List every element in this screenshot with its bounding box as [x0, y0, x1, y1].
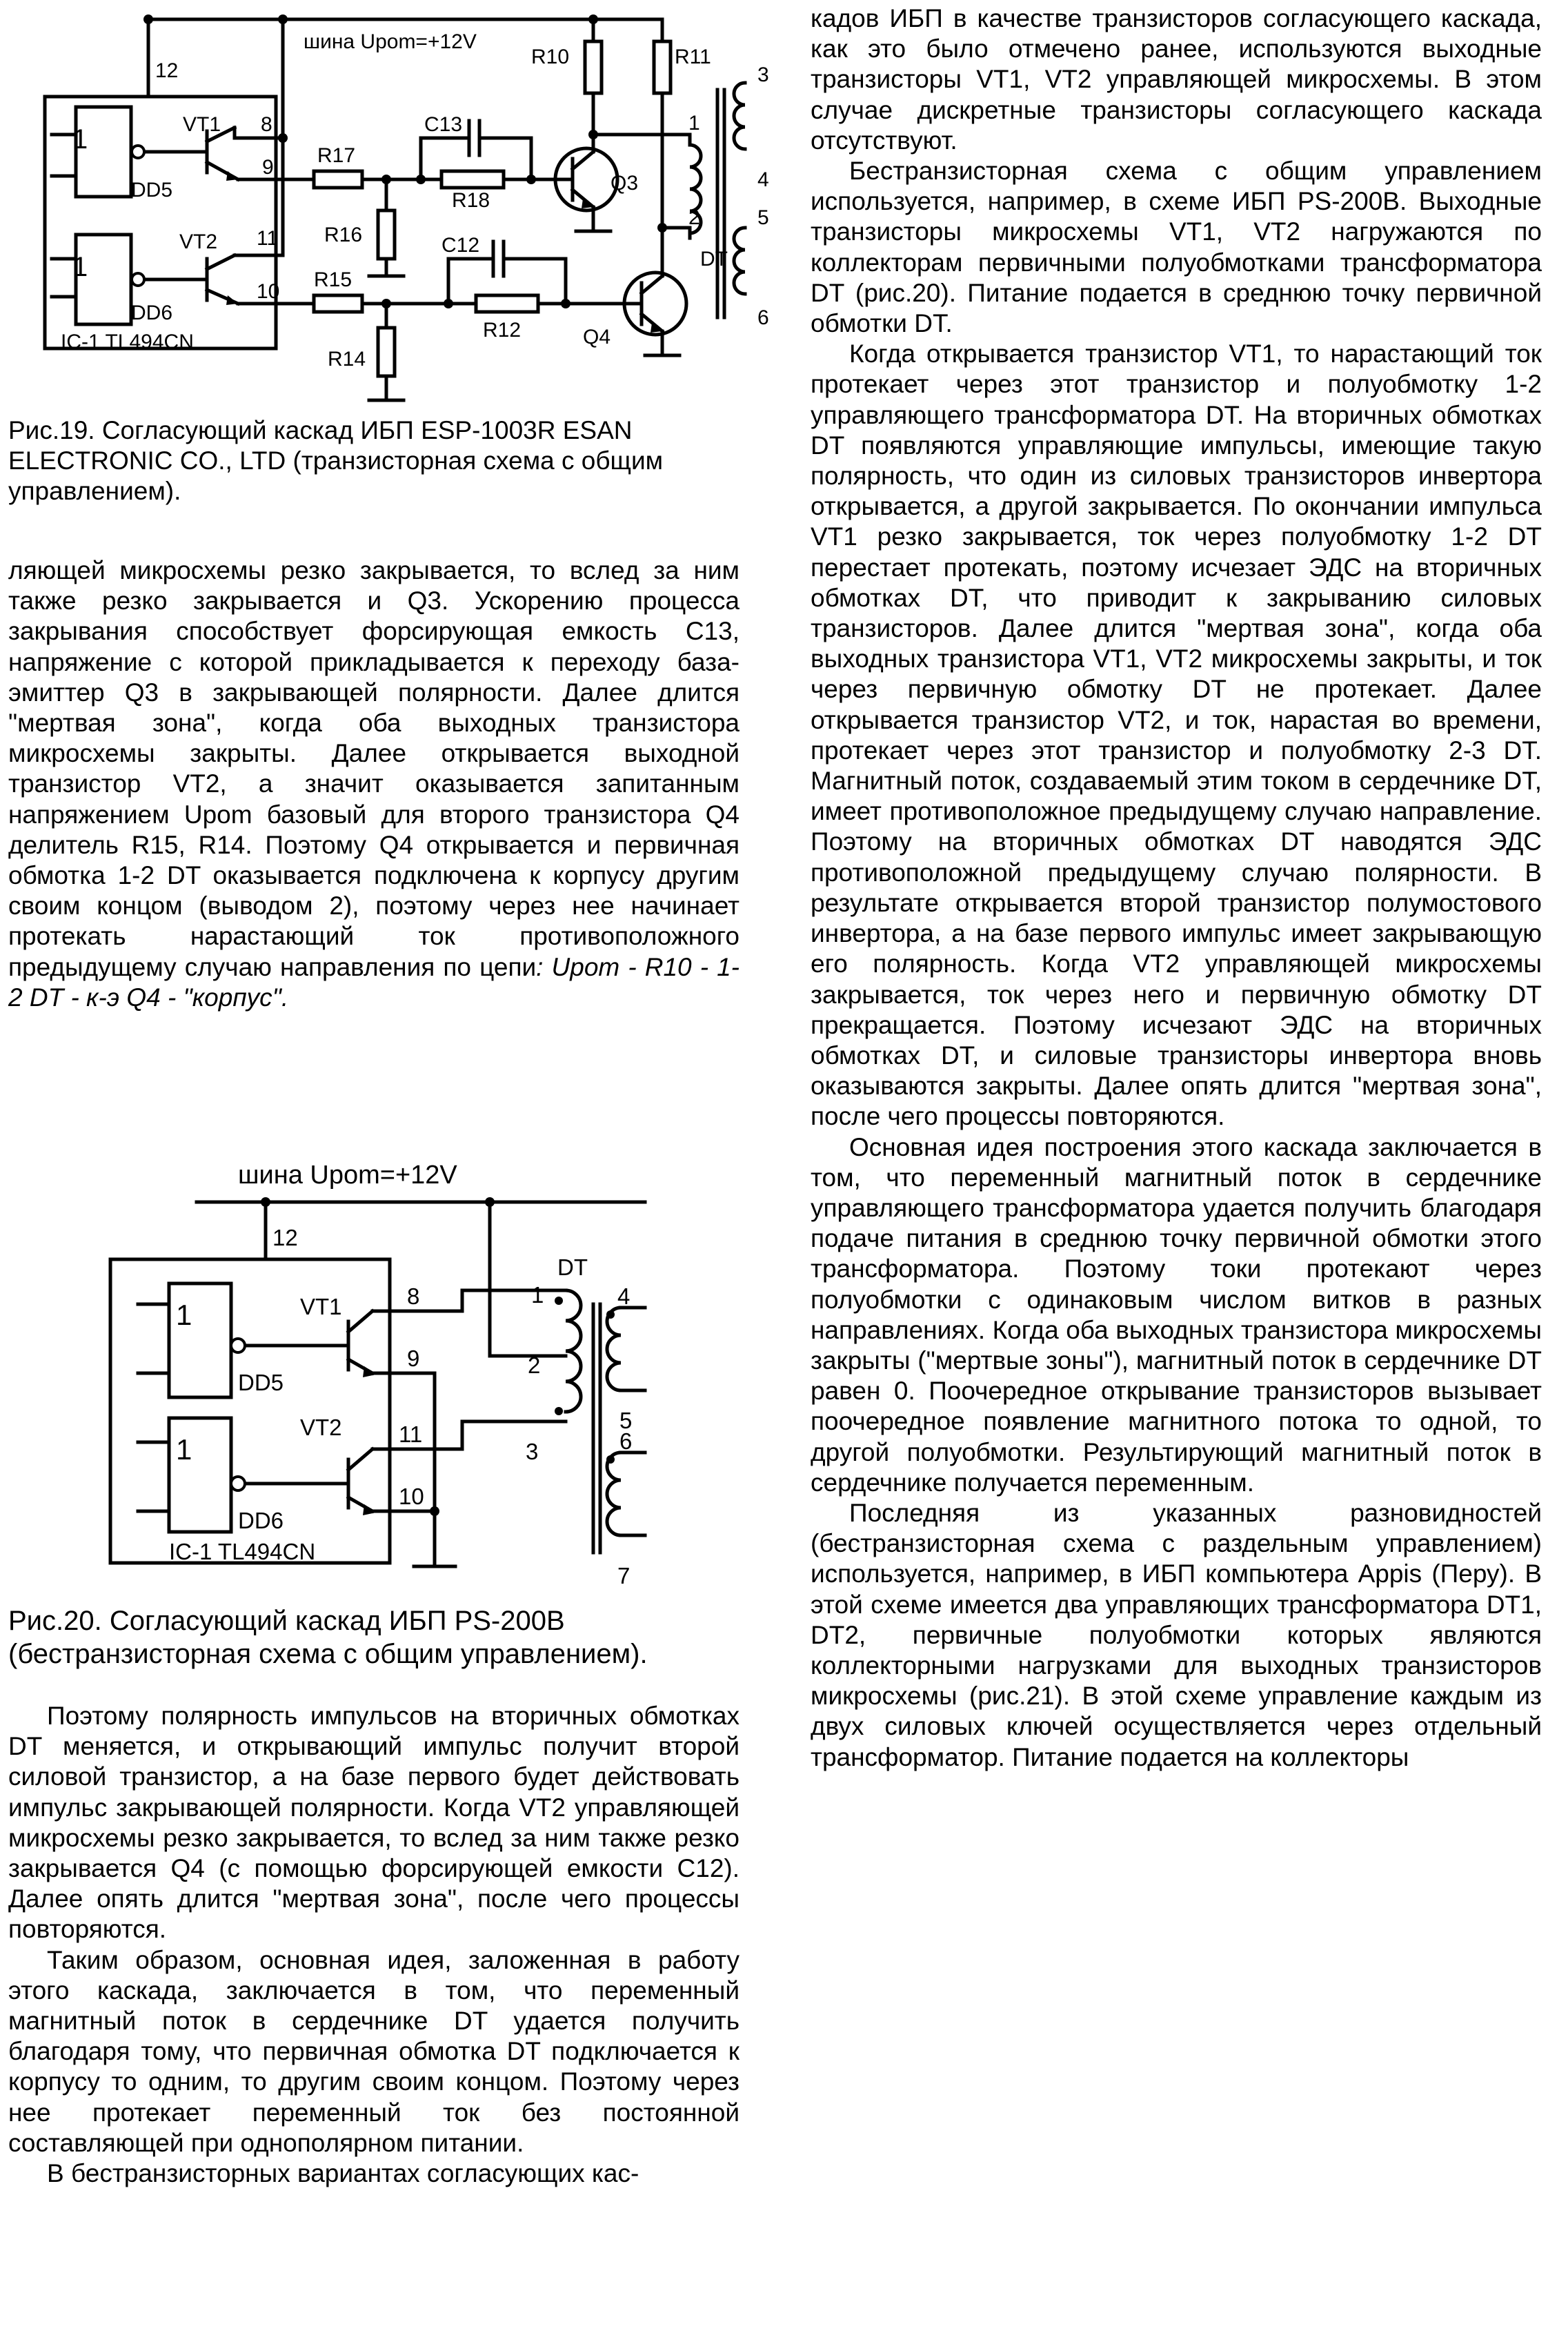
fig20-t5: 5 [619, 1408, 633, 1433]
fig20-pin12: 12 [272, 1225, 298, 1250]
fig20-pin8: 8 [407, 1283, 420, 1309]
left-column-top [8, 555, 740, 1013]
fig19-pin11: 11 [257, 227, 279, 250]
fig20-vt2: VT2 [300, 1415, 342, 1440]
figure-19-svg [28, 0, 773, 414]
right-paragraph-3: Когда открывается транзистор VT1, то нарастающий ток протекает через этот транзистор и полуобмотку 1-2 управляющего трансформатора DT. На вторичных обмотках DT появляются управляющие импульсы, имеющие такую полярность, что один из силовых транзисторов инвертора открывается, а другой закрывается. По окончании импульса VT1 резко закрывается, ток через полуобмотку 1-2 DT перестает протекать, поэтому исчезает ЭДС на вторичных обмотках DT, что приводит к закрыванию силовых транзисторов. Далее длится "мертвая зона", когда оба выходных транзистора VT1, VT2 микросхемы закрыты, и ток через первичную обмотку DT не протекает. Далее открывается транзистор VT2, и ток, нарастая во времени, протекает через этот транзистор и полуобмотку 2-3 DT. Магнитный поток, создаваемый этим током в сердечнике DT, имеет противоположное предыдущему случаю направление. Поэтому на вторичных обмотках DT наводятся ЭДС противоположной предыдущему случаю полярности. В результате открывается второй транзистор полумостового инвертора, а на базе первого импульс имеет закрывающую его полярность. Когда VT2 управляющей микросхемы закрывается, ток через него и первичную обмотку DT прекращается. Поэтому исчезают ЭДС на вторичных обмотках DT, и силовые транзисторы инвертора вновь оказываются закрыты. Далее опять длится "мертвая зона", после чего процессы повторяются. [811, 339, 1542, 1131]
fig19-pin9: 9 [262, 156, 274, 179]
fig20-t6: 6 [619, 1428, 633, 1454]
fig19-vt2: VT2 [179, 230, 218, 253]
fig19-gate2-symbol: 1 [72, 252, 88, 282]
fig20-t7: 7 [617, 1563, 631, 1588]
fig20-t4: 4 [617, 1283, 631, 1309]
fig19-r17: R17 [317, 144, 356, 167]
fig19-q3: Q3 [611, 172, 639, 195]
fig19-r10: R10 [531, 46, 570, 68]
fig20-t3: 3 [526, 1439, 539, 1464]
fig20-dd5: DD5 [238, 1370, 284, 1395]
right-paragraph-4: Основная идея построения этого каскада заключается в том, что переменный магнитный поток в сердечнике управляющего трансформатора удается получить благодаря подаче питания в среднюю точку первичной обмотки этого трансформатора. Поэтому токи протекают через полуобмотки с одинаковым числом витков в разных направлениях. Когда оба выходных транзистора микросхемы закрыты ("мертвые зоны"), магнитный поток в сердечнике DT равен 0. Поочередное открывание транзисторов вызывает поочередное появление магнитного потока то одной, то другой полуобмотки. Результирующий магнитный поток в сердечнике получается переменным. [811, 1132, 1542, 1497]
fig19-t5: 5 [757, 206, 769, 229]
right-paragraph-1: кадов ИБП в качестве транзисторов согласующего каскада, как это было отмечено ранее, используются выходные транзисторы VT1, VT2 управляющей микросхемы. В этом случае дискретные транзисторы согласующего каскада отсутствуют. [811, 4, 1542, 155]
fig19-pin10: 10 [257, 280, 280, 303]
fig19-gate1-symbol: 1 [72, 124, 88, 155]
right-paragraph-5: Последняя из указанных разновидностей (бестранзисторная схема с раздельным управлением) используется, например, в ИБП компьютера Appis (Перу). В этой схеме имеется два управляющих трансформатора DT1, DT2, первичные полуобмотки которых являются коллекторными нагрузками для выходных транзисторов микросхемы (рис.21). В этой схеме управление каждым из двух силовых ключей осуществляется через отдельный трансформатор. Питание подается на коллекторы [811, 1498, 1542, 1771]
fig20-gate2-symbol: 1 [176, 1433, 192, 1466]
fig19-r16: R16 [324, 224, 363, 246]
figure-20-caption [8, 1604, 753, 1671]
fig19-ic-label: IC-1 TL494CN [61, 331, 194, 353]
left-column-bottom [8, 1701, 740, 2189]
right-paragraph-2: Бестранзисторная схема с общим управлением используется, например, в схеме ИБП PS-200B. Выходные транзисторы микросхемы VT1, VT2 нагружаются по коллекторам первичными полуобмотками трансформатора DT (рис.20). Питание подается в среднюю точку первичной обмотки DT. [811, 157, 1542, 338]
fig20-dt: DT [557, 1254, 588, 1280]
fig19-q4: Q4 [583, 326, 611, 348]
left-paragraph-1-path: : Upom - R10 - 1-2 DT - к-э Q4 - "корпус". [8, 952, 740, 1012]
fig19-t6: 6 [757, 306, 769, 329]
fig20-ic-label: IC-1 TL494CN [169, 1539, 316, 1564]
fig19-c13: C13 [424, 113, 463, 136]
fig20-dd6: DD6 [238, 1508, 284, 1533]
fig20-pin11: 11 [399, 1421, 423, 1447]
right-column [811, 3, 1542, 1773]
fig19-dd6: DD6 [131, 302, 173, 324]
fig19-dd5: DD5 [131, 179, 173, 201]
left-paragraph-3: Таким образом, основная идея, заложенная в работу этого каскада, заключается в том, что переменный магнитный поток в сердечнике DT удается получить благодаря тому, что первичная обмотка DT подключается к корпусу то одним, то другим своим концом. Поэтому через нее протекает переменный ток без постоянной составляющей при однополярном питании. [8, 1945, 740, 2157]
fig19-t3: 3 [757, 63, 769, 86]
fig19-t2: 2 [688, 206, 700, 229]
fig20-bus-label: шина Upom=+12V [238, 1161, 457, 1190]
fig20-pin10: 10 [399, 1484, 424, 1509]
fig19-pin8: 8 [261, 113, 272, 136]
left-paragraph-1 [8, 555, 740, 1013]
fig19-r11: R11 [675, 46, 711, 68]
figure-20-svg [97, 1152, 717, 1594]
fig19-r14: R14 [328, 348, 366, 371]
fig20-gate1-symbol: 1 [176, 1299, 192, 1331]
fig19-r15: R15 [314, 268, 353, 291]
fig20-t1: 1 [531, 1282, 544, 1308]
fig19-c12: C12 [441, 234, 480, 257]
fig19-vt1: VT1 [183, 113, 221, 136]
figure-20-caption-line1: Рис.20. Согласующий каскад ИБП PS-200B [8, 1606, 565, 1636]
fig19-t1: 1 [688, 112, 700, 135]
left-paragraph-2: Поэтому полярность импульсов на вторичных обмотках DT меняется, и открывающий импульс получит второй силовой транзистор, а на базе первого будет действовать импульс закрывающей полярности. Когда VT2 управляющей микросхемы резко закрывается, то вслед за ним также резко закрывается Q4 (с помощью форсирующей емкости C12). Далее опять длится "мертвая зона", после чего процессы повторяются. [8, 1702, 740, 1944]
fig19-t4: 4 [757, 168, 769, 191]
fig19-bus-label: шина Upom=+12V [304, 30, 477, 53]
fig19-pin12: 12 [155, 59, 179, 82]
fig20-vt1: VT1 [300, 1294, 342, 1319]
figure-19-schematic [28, 0, 773, 414]
figure-20-caption-line2: (бестранзисторная схема с общим управлением). [8, 1639, 648, 1669]
fig19-dt: DT [700, 248, 728, 270]
fig20-t2: 2 [528, 1352, 541, 1378]
left-paragraph-4: В бестранзисторных вариантах согласующих кас- [47, 2159, 639, 2188]
figure-19-caption: Рис.19. Согласующий каскад ИБП ESP-1003R ESAN ELECTRONIC CO., LTD (транзисторная схема с общим управлением). [8, 416, 664, 505]
fig19-r18: R18 [452, 189, 490, 212]
fig20-pin9: 9 [407, 1346, 420, 1371]
fig19-r12: R12 [483, 319, 522, 342]
left-paragraph-1-text: ляющей микросхемы резко закрывается, то вслед за ним также резко закрывается и Q3. Ускорению процесса закрывания способствует форсирующая емкость C13, напряжение с которой прикладывается к переходу база-эмиттер Q3 в закрывающей полярности. Далее длится "мертвая зона", когда оба выходных транзистора микросхемы закрыты. Далее открывается выходной транзистор VT2, а значит оказывается запитанным напряжением Upom базовый для второго транзистора Q4 делитель R15, R14. Поэтому Q4 открывается и первичная обмотка 1-2 DT оказывается подключена к корпусу другим своим концом (выводом 2), поэтому через нее начинает протекать нарастающий ток противоположного предыдущему случаю направления по цепи [8, 556, 740, 981]
figure-20-schematic [97, 1152, 717, 1594]
